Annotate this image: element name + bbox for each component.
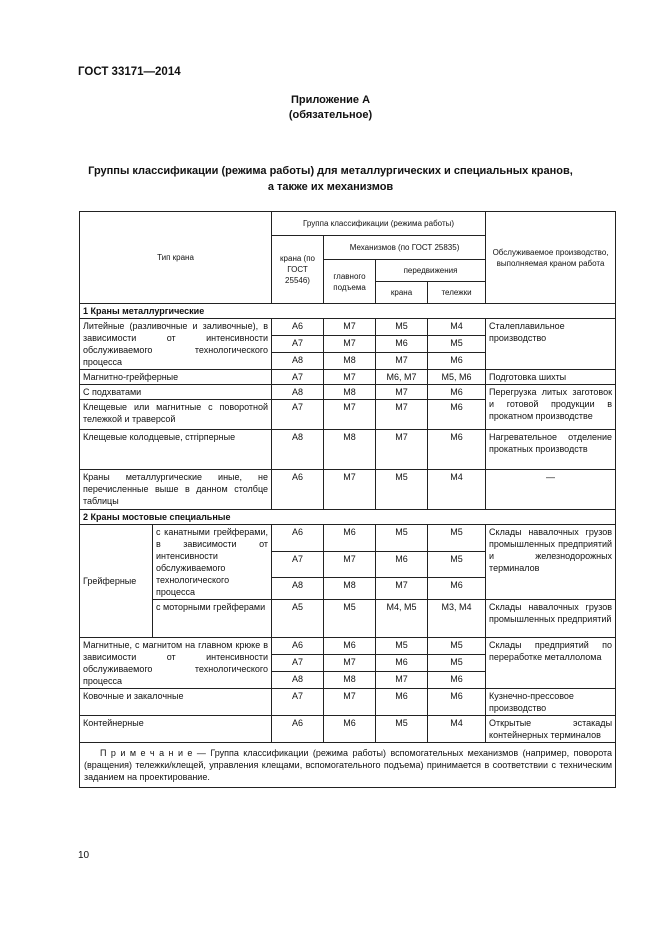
value-cell: М4, М5 [376,600,428,638]
value-cell: А6 [272,638,324,655]
type-cell: Клещевые колодцевые, стripперные [80,430,272,470]
value-cell: М5 [376,716,428,743]
value-cell: М5 [376,525,428,552]
value-cell: М7 [324,370,376,385]
value-cell: М7 [324,689,376,716]
value-cell: А8 [272,672,324,689]
value-cell: М8 [324,430,376,470]
value-cell: М6 [428,353,486,370]
value-cell: М5 [428,525,486,552]
served-cell: Перегрузка литых заготовок и готовой продукции в прокатном производстве [486,385,616,430]
type-cell: Клещевые или магнитные с поворотной тележкой и траверсой [80,400,272,430]
value-cell: М6 [428,400,486,430]
served-cell: Склады навалочных грузов промышленных предприятий [486,600,616,638]
value-cell: М5 [428,551,486,578]
th-crane-move: крана [376,282,428,304]
value-cell: М5 [428,336,486,353]
value-cell: М7 [324,470,376,510]
value-cell: А6 [272,319,324,336]
value-cell: А6 [272,470,324,510]
value-cell: М6 [428,689,486,716]
value-cell: М8 [324,672,376,689]
value-cell: М6 [376,551,428,578]
value-cell: М7 [376,353,428,370]
value-cell: А7 [272,400,324,430]
page-number: 10 [78,850,90,861]
type-cell: с канатными грейферами, в зависимости от интенсивности обслуживаемого технологического процесса [153,525,272,600]
value-cell: М6, М7 [376,370,428,385]
value-cell: М5 [376,638,428,655]
value-cell: А6 [272,525,324,552]
value-cell: М6 [428,430,486,470]
value-cell: А7 [272,336,324,353]
type-cell: Контейнерные [80,716,272,743]
served-cell: Кузнечно-прессовое производство [486,689,616,716]
value-cell: М6 [324,525,376,552]
value-cell: М5, М6 [428,370,486,385]
served-cell: Нагревательное отделение прокатных производств [486,430,616,470]
type-cell: Ковочные и закалочные [80,689,272,716]
value-cell: М7 [324,551,376,578]
type-cell: с моторными грейферами [153,600,272,638]
value-cell: М6 [428,578,486,600]
value-cell: М8 [324,353,376,370]
value-cell: М8 [324,385,376,400]
table-note: П р и м е ч а н и е — Группа классификации (режима работы) вспомогательных механизмов (например, поворота (вращения) тележки/клещей, управления клещами, вспомогательного подъема) принимается в соответствии с техническим заданием на проектирование. [80,743,616,788]
value-cell: М5 [376,319,428,336]
value-cell: А8 [272,578,324,600]
th-served: Обслуживаемое производство, выполняемая краном работа [486,212,616,304]
value-cell: М7 [376,385,428,400]
value-cell: М3, М4 [428,600,486,638]
value-cell: А8 [272,353,324,370]
appendix-subtitle: (обязательное) [288,109,373,121]
grab-label: Грейферные [80,525,153,638]
type-cell: С подхватами [80,385,272,400]
th-type: Тип крана [80,212,272,304]
value-cell: А7 [272,689,324,716]
value-cell: М7 [376,672,428,689]
value-cell: М4 [428,716,486,743]
value-cell: М7 [324,319,376,336]
value-cell: М4 [428,319,486,336]
th-main: главного подъема [324,260,376,304]
value-cell: М7 [376,430,428,470]
value-cell: М7 [324,655,376,672]
value-cell: М8 [324,578,376,600]
served-cell: Подготовка шихты [486,370,616,385]
type-cell: Литейные (разливочные и заливочные), в зависимости от интенсивности обслуживаемого технологического процесса [80,319,272,370]
value-cell: М7 [376,400,428,430]
value-cell: М7 [324,400,376,430]
value-cell: А8 [272,430,324,470]
value-cell: А5 [272,600,324,638]
value-cell: М7 [324,336,376,353]
document-header: ГОСТ 33171—2014 [78,66,181,78]
served-cell: Открытые эстакады контейнерных терминалов [486,716,616,743]
value-cell: М5 [376,470,428,510]
value-cell: А8 [272,385,324,400]
value-cell: М5 [428,655,486,672]
section-2: 2 Краны мостовые специальные [80,510,616,525]
type-cell: Магнитно-грейферные [80,370,272,385]
served-cell: Сталеплавильное производство [486,319,616,370]
value-cell: А7 [272,551,324,578]
classification-table [79,211,616,788]
th-group: Группа классификации (режима работы) [272,212,486,236]
th-move: передвижения [376,260,486,282]
value-cell: М6 [376,655,428,672]
value-cell: М6 [376,336,428,353]
appendix-title: Приложение А [290,94,371,106]
value-cell: М6 [376,689,428,716]
value-cell: М6 [324,716,376,743]
value-cell: М6 [428,385,486,400]
section-heading-2: а также их механизмов [267,181,394,193]
value-cell: М6 [324,638,376,655]
value-cell: А7 [272,370,324,385]
th-mechs: Механизмов (по ГОСТ 25835) [324,236,486,260]
th-trolley: тележки [428,282,486,304]
value-cell: А7 [272,655,324,672]
value-cell: М6 [428,672,486,689]
section-heading: Группы классификации (режима работы) для металлургических и специальных кранов, [88,165,573,177]
value-cell: М5 [324,600,376,638]
type-cell: Магнитные, с магнитом на главном крюке в зависимости от интенсивности обслуживаемого технологического процесса [80,638,272,689]
th-crane: крана (по ГОСТ 25546) [272,236,324,304]
served-cell: — [486,470,616,510]
value-cell: М5 [428,638,486,655]
served-cell: Склады предприятий по переработке металлолома [486,638,616,689]
section-1: 1 Краны металлургические [80,304,616,319]
served-cell: Склады навалочных грузов промышленных предприятий и железнодорожных терминалов [486,525,616,600]
value-cell: М4 [428,470,486,510]
type-cell: Краны металлургические иные, не перечисленные выше в данном столбце таблицы [80,470,272,510]
value-cell: А6 [272,716,324,743]
value-cell: М7 [376,578,428,600]
